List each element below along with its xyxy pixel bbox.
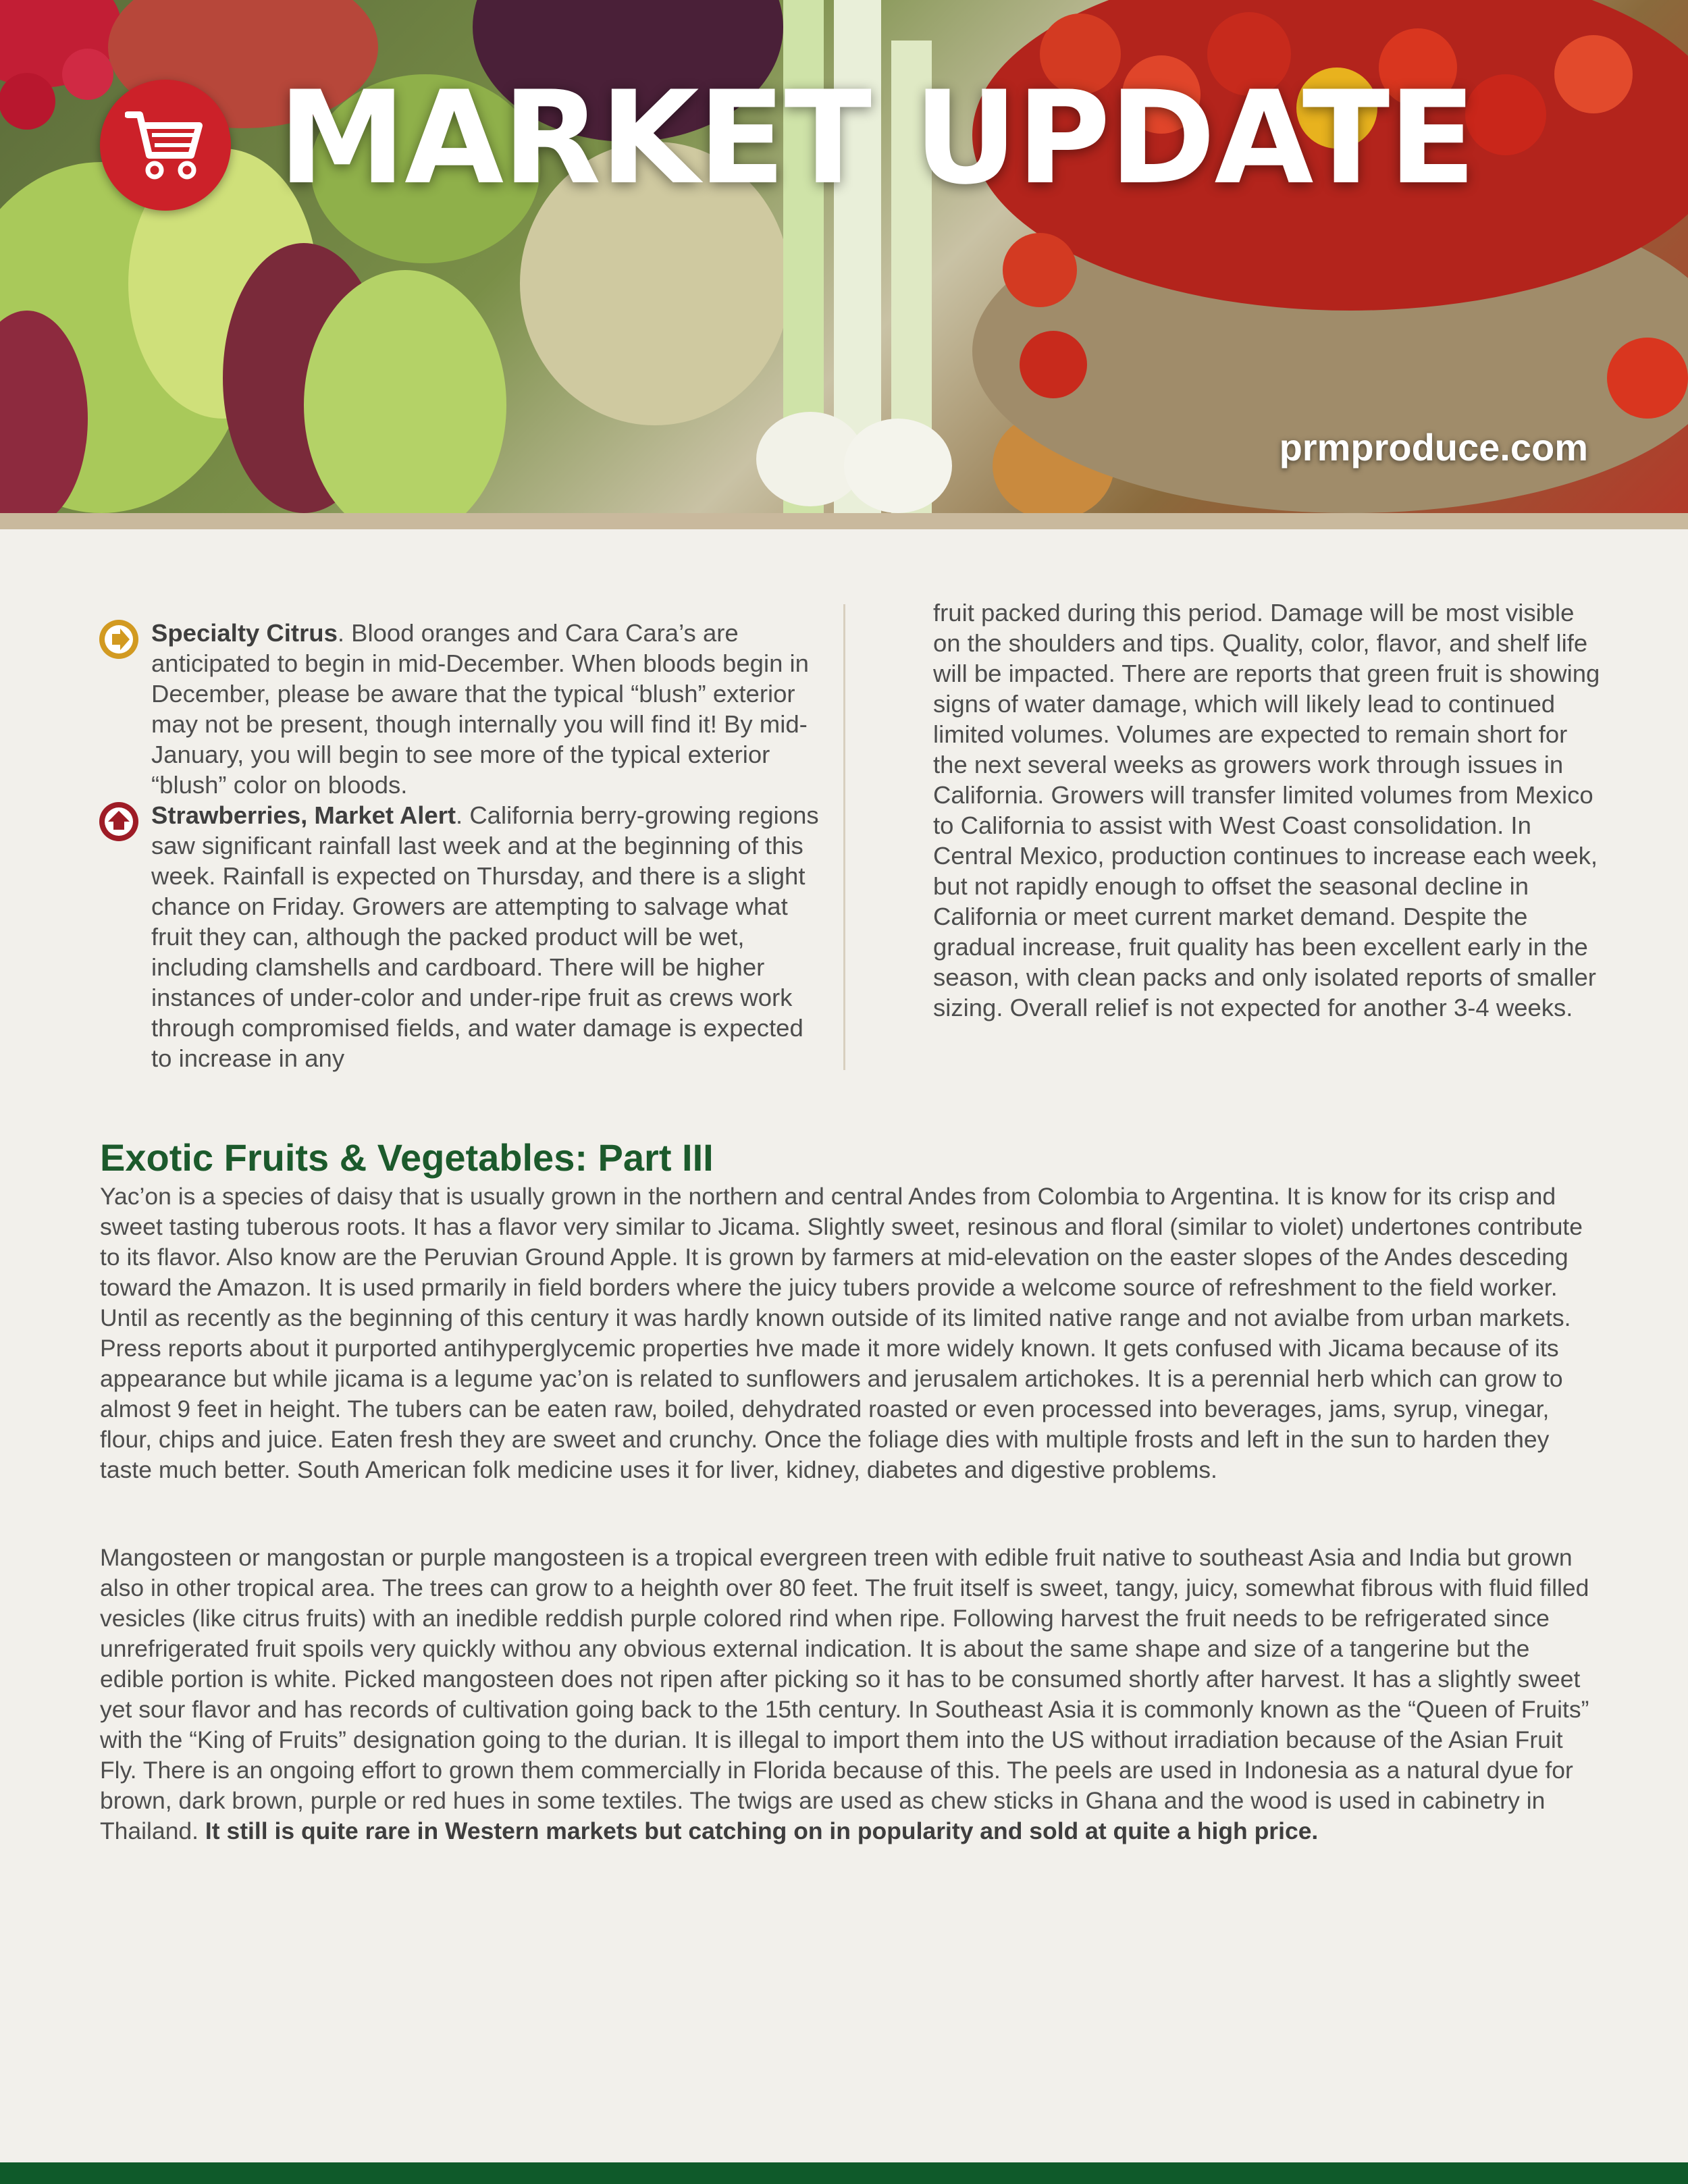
update-item-specialty-citrus <box>151 618 826 800</box>
article-paragraph-yacon: Yac’on is a species of daisy that is usually grown in the northern and central Andes from Colombia to Argentina. It is know for its crisp and sweet tasting tuberous roots. It has a flavor very similar to Jicama. Slightly sweet, resinous and floral (similar to violet) undertones contribute to its flavor. Also know are the Peruvian Ground Apple. It is grown by farmers at mid-elevation on the easter slopes of the Andes desceding toward the Amazon. It is used prmarily in field borders where the juicy tubers provide a welcome source of refreshment to the field worker. Until as recently as the beginning of this century it was hardly known outside of its limited native range and not avialbe from urban markets. Press reports about it purported antihyperglycemic properties hve made it more widely known. It gets confused with Jicama because of its appearance but while jicama is a legume yac’on is related to sunflowers and jerusalem artichokes. It is a perennial herb which can grow to almost 9 feet in height. The tubers can be eaten raw, boiled, dehydrated roasted or even processed into beverages, jams, syrup, vinegar, flour, chips and juice. Eaten fresh they are sweet and crunchy. Once the foliage dies with multiple frosts and left in the sun to harden they taste much better. South American folk medicine uses it for liver, kidney, diabetes and digestive problems. <box>100 1183 1583 1483</box>
section-title: Exotic Fruits & Vegetables: Part III <box>100 1136 714 1179</box>
update-text: . Blood oranges and Cara Cara’s are anticipated to begin in mid-December. When bloods begin in December, please be aware that the typical “blush” exterior may not be present, though internally you will find it! By mid-January, you will begin to see more of the typical exterior “blush” color on bloods. <box>151 619 809 799</box>
update-title: Specialty Citrus <box>151 619 338 647</box>
cart-badge <box>100 80 231 211</box>
update-title: Strawberries, Market Alert <box>151 801 456 829</box>
paragraph-highlight: It still is quite rare in Western markets but catching on in popularity and sold at quite a high price. <box>205 1817 1319 1844</box>
update-continuation: fruit packed during this period. Damage will be most visible on the shoulders and tips. Quality, color, flavor, and shelf life will be impacted. There are reports that green fruit is showing signs of water damage, which will likely lead to continued limited volumes. Volumes are expected to remain short for the next several weeks as growers work through issues in California. Growers will transfer limited volumes from Mexico to California to assist with West Coast consolidation. In Central Mexico, production continues to increase each week, but not rapidly enough to offset the seasonal decline in California or meet current market demand. Despite the gradual increase, fruit quality has been excellent early in the season, with clean packs and only isolated reports of smaller sizing. Overall relief is not expected for another 3-4 weeks. <box>933 599 1600 1021</box>
footer-bar <box>0 2162 1688 2184</box>
paragraph-text: Mangosteen or mangostan or purple mangosteen is a tropical evergreen treen with edible fruit native to southeast Asia and India but grown also in other tropical area. The trees can grow to a heighth over 80 feet. The fruit itself is sweet, tangy, juicy, somewhat fibrous with fluid filled vesicles (like citrus fruits) with an inedible reddish purple colored rind when ripe. Following harvest the fruit needs to be refrigerated since unrefrigerated fruit spoils very quickly withou any obvious external indication. It is about the same shape and size of a tangerine but the edible portion is white. Picked mangosteen does not ripen after picking so it has to be consumed shortly after harvest. It has a slightly sweet yet sour flavor and has records of cultivation going back to the 15th century. In Southeast Asia it is commonly known as the “Queen of Fruits” with the “King of Fruits” designation going to the durian. It is illegal to import them into the US without irradiation because of the Asian Fruit Fly. There is an ongoing effort to grown them commercially in Florida because of this. The peels are used in Indonesia as a natural dyue for brown, dark brown, purple or red hues in some textiles. The twigs are used as chew sticks in Ghana and the wood is used in cabinetry in Thailand. <box>100 1544 1589 1844</box>
update-text: . California berry-growing regions saw significant rainfall last week and at the beginning of this week. Rainfall is expected on Thursday, and there is a slight chance on Friday. Growers are attempting to salvage what fruit they can, although the packed product will be wet, including clamshells and cardboard. There will be higher instances of under-color and under-ripe fruit as crews work through compromised fields, and water damage is expected to increase in any <box>151 801 819 1072</box>
updates-column-left <box>151 618 826 1073</box>
shopping-cart-icon <box>125 108 206 182</box>
page-title: MARKET UPDATE <box>278 63 1475 213</box>
arrow-right-circle-icon <box>99 619 139 660</box>
updates-column-right <box>933 597 1608 1023</box>
arrow-up-circle-icon <box>99 801 139 842</box>
article-paragraph-mangosteen <box>100 1543 1592 1846</box>
update-item-strawberries <box>151 800 826 1073</box>
column-divider <box>843 604 845 1070</box>
website-link[interactable]: prmproduce.com <box>1279 426 1588 469</box>
header-divider-band <box>0 513 1688 529</box>
hero-banner <box>0 0 1688 513</box>
